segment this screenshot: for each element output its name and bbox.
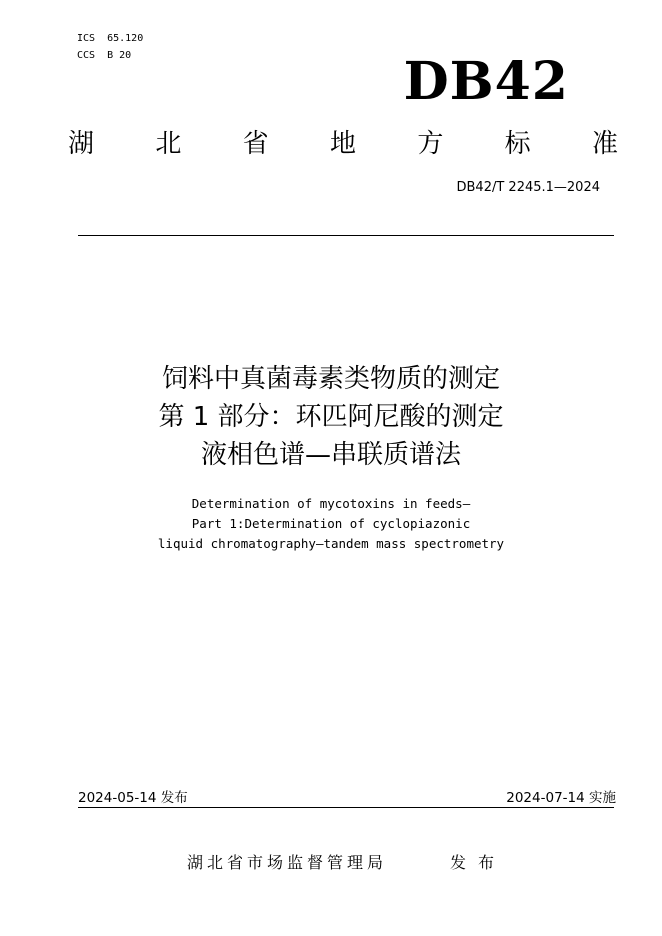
chinese-title-line: 液相色谱—串联质谱法: [200, 440, 461, 470]
standard-number: DB42/T 2245.1—2024: [456, 180, 600, 195]
standard-type-char: 湖: [68, 129, 95, 159]
standard-type-char: 准: [591, 129, 618, 159]
standard-type-char: 方: [417, 129, 444, 159]
chinese-title-line: 第 1 部分：环匹阿尼酸的测定: [158, 402, 504, 432]
standard-code: DB42: [403, 51, 569, 112]
english-title-line: Part 1:Determination of cyclopiazonic: [191, 516, 471, 531]
chinese-title-line: 饲料中真菌毒素类物质的测定: [161, 364, 500, 394]
issuing-authority: 湖北省市场监督管理局: [187, 853, 388, 872]
header-divider: [78, 235, 614, 236]
standard-type-char: 标: [504, 129, 531, 159]
standard-type-char: 北: [155, 129, 182, 159]
issue-date: 2024-05-14 发布: [78, 790, 188, 806]
issue-action: 发布: [450, 853, 507, 872]
standard-type-char: 地: [329, 129, 356, 159]
standard-type-char: 省: [242, 129, 269, 159]
footer-divider: [78, 807, 614, 808]
english-title-line: liquid chromatography—tandem mass spectrometry: [157, 536, 505, 551]
standard-type: [68, 127, 618, 161]
english-title-line: Determination of mycotoxins in feeds—: [191, 496, 471, 511]
ccs-classification: CCS B 20: [77, 50, 132, 61]
implementation-date: 2024-07-14 实施: [506, 790, 616, 806]
ics-classification: ICS 65.120: [77, 33, 144, 44]
